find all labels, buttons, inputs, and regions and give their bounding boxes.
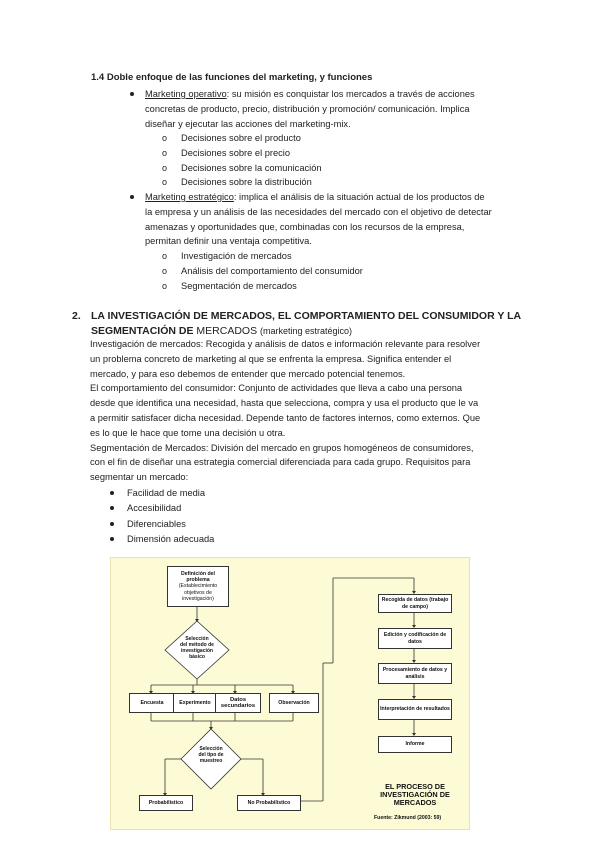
estrategico-line-3: permitan definir una ventaja competitiva. bbox=[145, 236, 312, 247]
body-line: Investigación de mercados: Recogida y análisis de datos e información relevante para resolver bbox=[90, 339, 481, 349]
edicion-codificacion-box: Edición y codificación de datos bbox=[378, 628, 452, 649]
procesamiento-analisis-box: Procesamiento de datos y análisis bbox=[378, 663, 452, 684]
list-item: o Decisiones sobre la distribución bbox=[162, 177, 312, 188]
list-item: o Decisiones sobre el producto bbox=[162, 133, 301, 143]
list-item: o Decisiones sobre el precio bbox=[162, 147, 291, 158]
list-item: o Segmentación de mercados bbox=[162, 280, 297, 291]
estrategico-sublist bbox=[162, 249, 481, 293]
section-2-title-small: (marketing estratégico) bbox=[260, 326, 353, 336]
body-line: El comportamiento del consumidor: Conjunto de actividades que lleva a cabo una persona bbox=[90, 383, 463, 394]
list-item: o Análisis del comportamiento del consumidor bbox=[162, 265, 363, 276]
recogida-datos-box: Recogida de datos (trabajo de campo) bbox=[378, 594, 452, 613]
metodo-encuesta-box: Encuesta bbox=[129, 693, 175, 713]
body-line: a permitir satisfacer dicha necesidad. Depende tanto de factores internos, como externos. Que bbox=[90, 412, 481, 423]
body-line: segmentar un mercado: bbox=[90, 472, 189, 483]
list-item: Facilidad de media bbox=[127, 486, 427, 501]
research-process-figure bbox=[110, 557, 470, 830]
section-2-title-normal: MERCADOS bbox=[196, 325, 258, 337]
estrategico-line-2: amenazas y oportunidades que, combinadas con los recursos de la empresa, bbox=[145, 221, 465, 232]
list-item: o Decisiones sobre la comunicación bbox=[162, 162, 322, 173]
list-item: Dimensión adecuada bbox=[127, 532, 427, 547]
operativo-sublist bbox=[162, 131, 481, 190]
body-line: un problema concreto de marketing al que se enfrenta la empresa. Significa entender el bbox=[90, 353, 452, 364]
figure-source: Fuente: Zikmund (2003: 59) bbox=[374, 815, 442, 821]
figure-title: EL PROCESO DE INVESTIGACIÓN DE MERCADOS bbox=[380, 782, 450, 808]
list-item: o Investigación de mercados bbox=[162, 251, 292, 261]
marketing-operativo-paragraph bbox=[145, 87, 565, 131]
estrategico-line-0: : implica el análisis de la situación actual de los productos de bbox=[233, 192, 485, 202]
section-2-title-line1: LA INVESTIGACIÓN DE MERCADOS, EL COMPORTAMIENTO DEL CONSUMIDOR Y LA bbox=[91, 310, 522, 322]
seleccion-muestreo-diamond: Selección del tipo de muestreo bbox=[198, 746, 224, 764]
marketing-operativo-term: Marketing operativo bbox=[145, 89, 227, 99]
muestreo-no-probabilistico-box: No Probabilístico bbox=[237, 795, 301, 811]
operativo-line-2: diseñar y ejecutar las acciones del marketing-mix. bbox=[145, 118, 351, 129]
definicion-problema-box: Definición del problema (Establecimiento objetivos de investigación) bbox=[167, 566, 229, 607]
body-line: con el fin de diseñar una estrategia comercial diferenciada para cada grupo. Requisitos para bbox=[90, 457, 471, 468]
metodo-observacion-box: Observación bbox=[269, 693, 319, 713]
body-line: es lo que le hace que tome una decisión u otra. bbox=[90, 427, 286, 438]
section-2-body bbox=[90, 337, 560, 485]
interpretacion-resultados-box: Interpretación de resultados bbox=[378, 699, 452, 720]
metodo-experimento-box: Experimento bbox=[173, 693, 217, 713]
bullet-dot bbox=[130, 195, 134, 199]
marketing-estrategico-term: Marketing estratégico bbox=[145, 192, 234, 202]
marketing-estrategico-paragraph bbox=[145, 190, 565, 249]
estrategico-line-1: la empresa y un análisis de las necesidades del mercado con el objetivo de detectar bbox=[145, 206, 492, 217]
informe-box: Informe bbox=[378, 736, 452, 753]
requisitos-list bbox=[127, 486, 427, 547]
body-line: mercado, y para eso debemos de entender que mercado potencial tenemos. bbox=[90, 368, 406, 379]
muestreo-probabilistico-box: Probabilístico bbox=[139, 795, 193, 811]
section-2-number: 2. bbox=[72, 310, 81, 322]
body-line: desde que identifica una necesidad, hasta que selecciona, compra y usa el producto que le va bbox=[90, 398, 479, 409]
list-item: Accesibilidad bbox=[127, 501, 427, 516]
seleccion-metodo-diamond: Selección del método de investigación básico bbox=[180, 636, 214, 660]
bullet-dot bbox=[130, 92, 134, 96]
operativo-line-1: concretas de producto, precio, distribución y promoción/ comunicación. Implica bbox=[145, 103, 470, 114]
section-2-title-bold: SEGMENTACIÓN DE bbox=[91, 325, 194, 337]
body-line: Segmentación de Mercados: División del mercado en grupos homogéneos de consumidores, bbox=[90, 442, 474, 453]
list-item: Diferenciables bbox=[127, 517, 427, 532]
operativo-line-0: : su misión es conquistar los mercados a través de acciones bbox=[226, 89, 475, 99]
section-1-4-heading: 1.4 Doble enfoque de las funciones del marketing, y funciones bbox=[91, 72, 373, 83]
metodo-datos-secundarios-box: Datos secundarios bbox=[215, 693, 261, 713]
